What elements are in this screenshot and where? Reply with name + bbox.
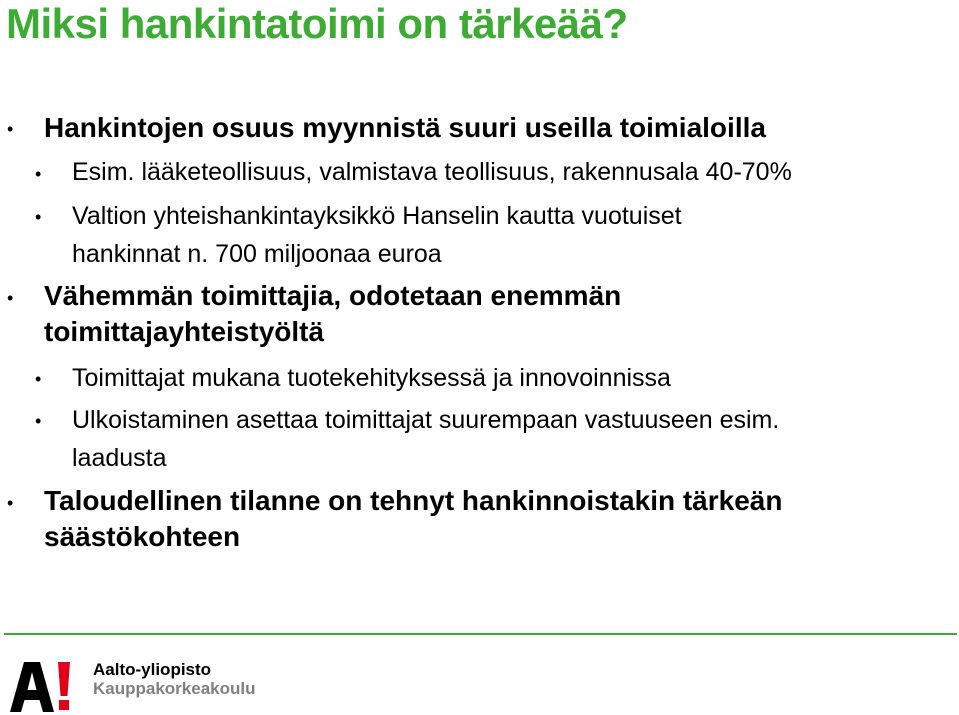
- bullet-dot-icon: •: [7, 493, 14, 513]
- bullet-line: laadusta: [72, 444, 167, 472]
- bullet-dot-icon: •: [35, 369, 42, 389]
- bullet-dot-icon: •: [7, 288, 14, 308]
- bullet-line: Vähemmän toimittajia, odotetaan enemmän: [44, 280, 622, 311]
- bullet-text: [72, 153, 792, 191]
- bullet-dot-icon: •: [35, 164, 42, 184]
- aalto-a-exclamation-logo-icon: [10, 660, 80, 712]
- bullet-line: hankinnat n. 700 miljoonaa euroa: [72, 240, 442, 268]
- bullet-line: toimittajayhteistyöltä: [44, 316, 325, 347]
- bullet-text: [44, 483, 782, 555]
- bullet-line: Esim. lääketeollisuus, valmistava teollisuus, rakennusala 40-70%: [72, 158, 792, 186]
- bullet-dot-icon: •: [7, 119, 14, 139]
- footer-divider: [4, 633, 957, 635]
- bullet-dot-icon: •: [35, 207, 42, 227]
- bullet-text: [44, 110, 766, 146]
- bullet-line: Ulkoistaminen asettaa toimittajat suurempaan vastuuseen esim.: [72, 406, 780, 434]
- logo-text-university: Aalto-yliopisto: [93, 660, 212, 679]
- bullet-text: [44, 278, 621, 350]
- bullet-line: Toimittajat mukana tuotekehityksessä ja innovoinnissa: [72, 364, 671, 392]
- slide-title: Miksi hankintatoimi on tärkeää?: [6, 0, 628, 47]
- bullet-text: [72, 401, 779, 477]
- bullet-line: Taloudellinen tilanne on tehnyt hankinnoistakin tärkeän: [44, 485, 783, 516]
- bullet-line: Valtion yhteishankintayksikkö Hanselin kautta vuotuiset: [72, 202, 682, 230]
- bullet-text: [72, 197, 682, 273]
- bullet-text: [72, 359, 671, 397]
- bullet-line: Hankintojen osuus myynnistä suuri useilla toimialoilla: [44, 112, 766, 143]
- logo-text-school: Kauppakorkeakoulu: [93, 679, 256, 698]
- bullet-line: säästökohteen: [44, 521, 241, 552]
- bullet-dot-icon: •: [35, 411, 42, 431]
